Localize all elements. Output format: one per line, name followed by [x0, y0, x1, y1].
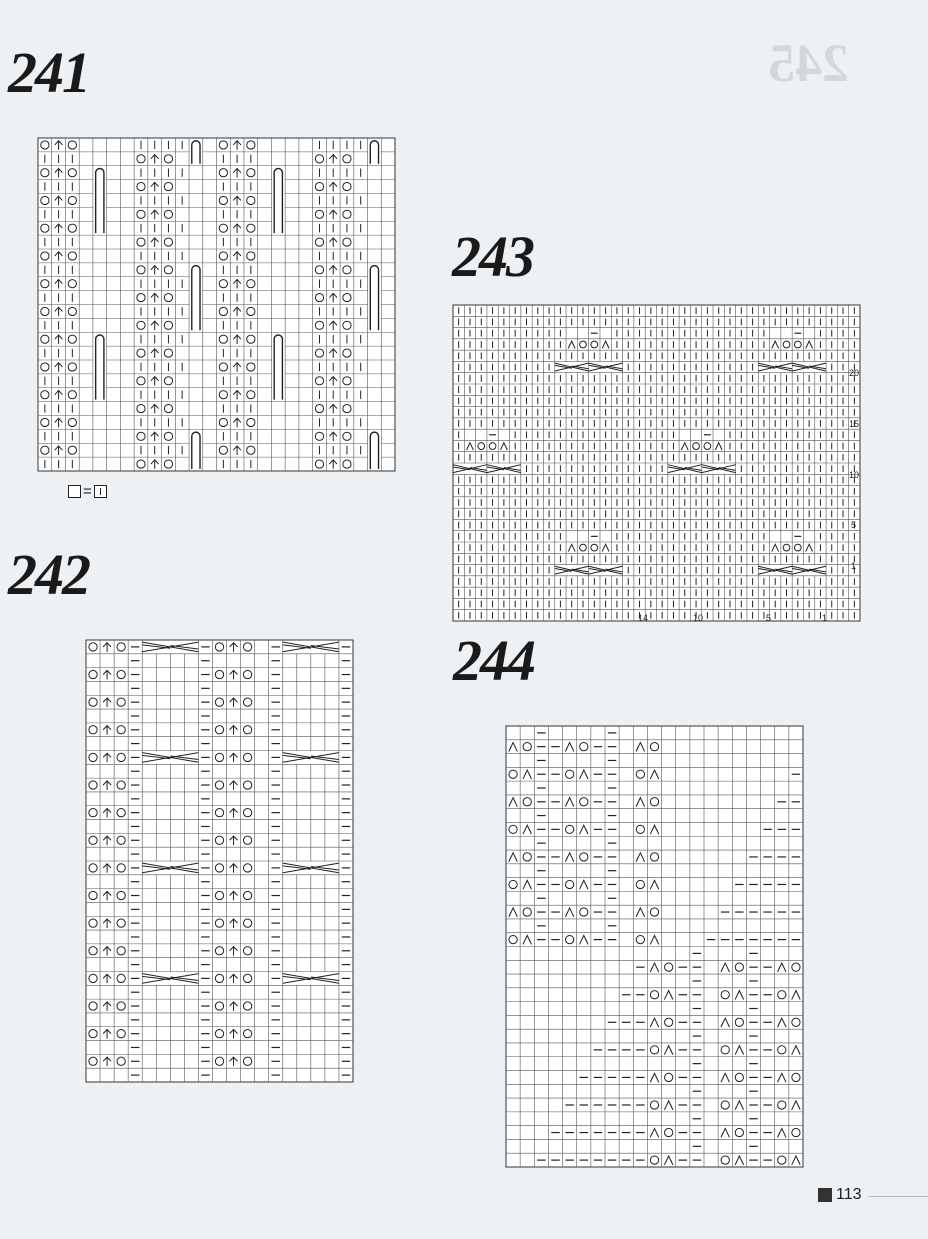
- ghost-page-number: 245: [768, 33, 849, 93]
- row-number-5: 5: [851, 520, 857, 530]
- legend-equals: =: [83, 483, 92, 500]
- page-marker-icon: [818, 1188, 832, 1202]
- pattern-title-244: 244: [453, 628, 534, 693]
- pattern-title-241: 241: [8, 40, 89, 105]
- row-number-20: 20: [849, 368, 860, 378]
- pattern-title-242: 242: [8, 542, 89, 607]
- empty-cell-icon: [68, 485, 81, 498]
- page-number-text: 113: [836, 1186, 862, 1203]
- col-number-1: 1: [822, 613, 828, 623]
- row-number-10: 10: [849, 470, 860, 480]
- chart-243: [453, 305, 860, 621]
- col-number-5: 5: [766, 613, 772, 623]
- footer-rule: [868, 1196, 928, 1197]
- col-number-10: 10: [693, 613, 704, 623]
- col-number-14: 14: [638, 613, 649, 623]
- knit-cell-icon: [94, 485, 107, 498]
- chart-244: [506, 726, 803, 1167]
- row-number-1: 1: [851, 561, 857, 571]
- chart-241-legend: [68, 483, 107, 500]
- pattern-title-243: 243: [452, 224, 533, 289]
- row-number-15: 15: [849, 419, 860, 429]
- page-number: [818, 1186, 862, 1204]
- chart-242: [86, 640, 353, 1082]
- chart-241: [38, 138, 395, 471]
